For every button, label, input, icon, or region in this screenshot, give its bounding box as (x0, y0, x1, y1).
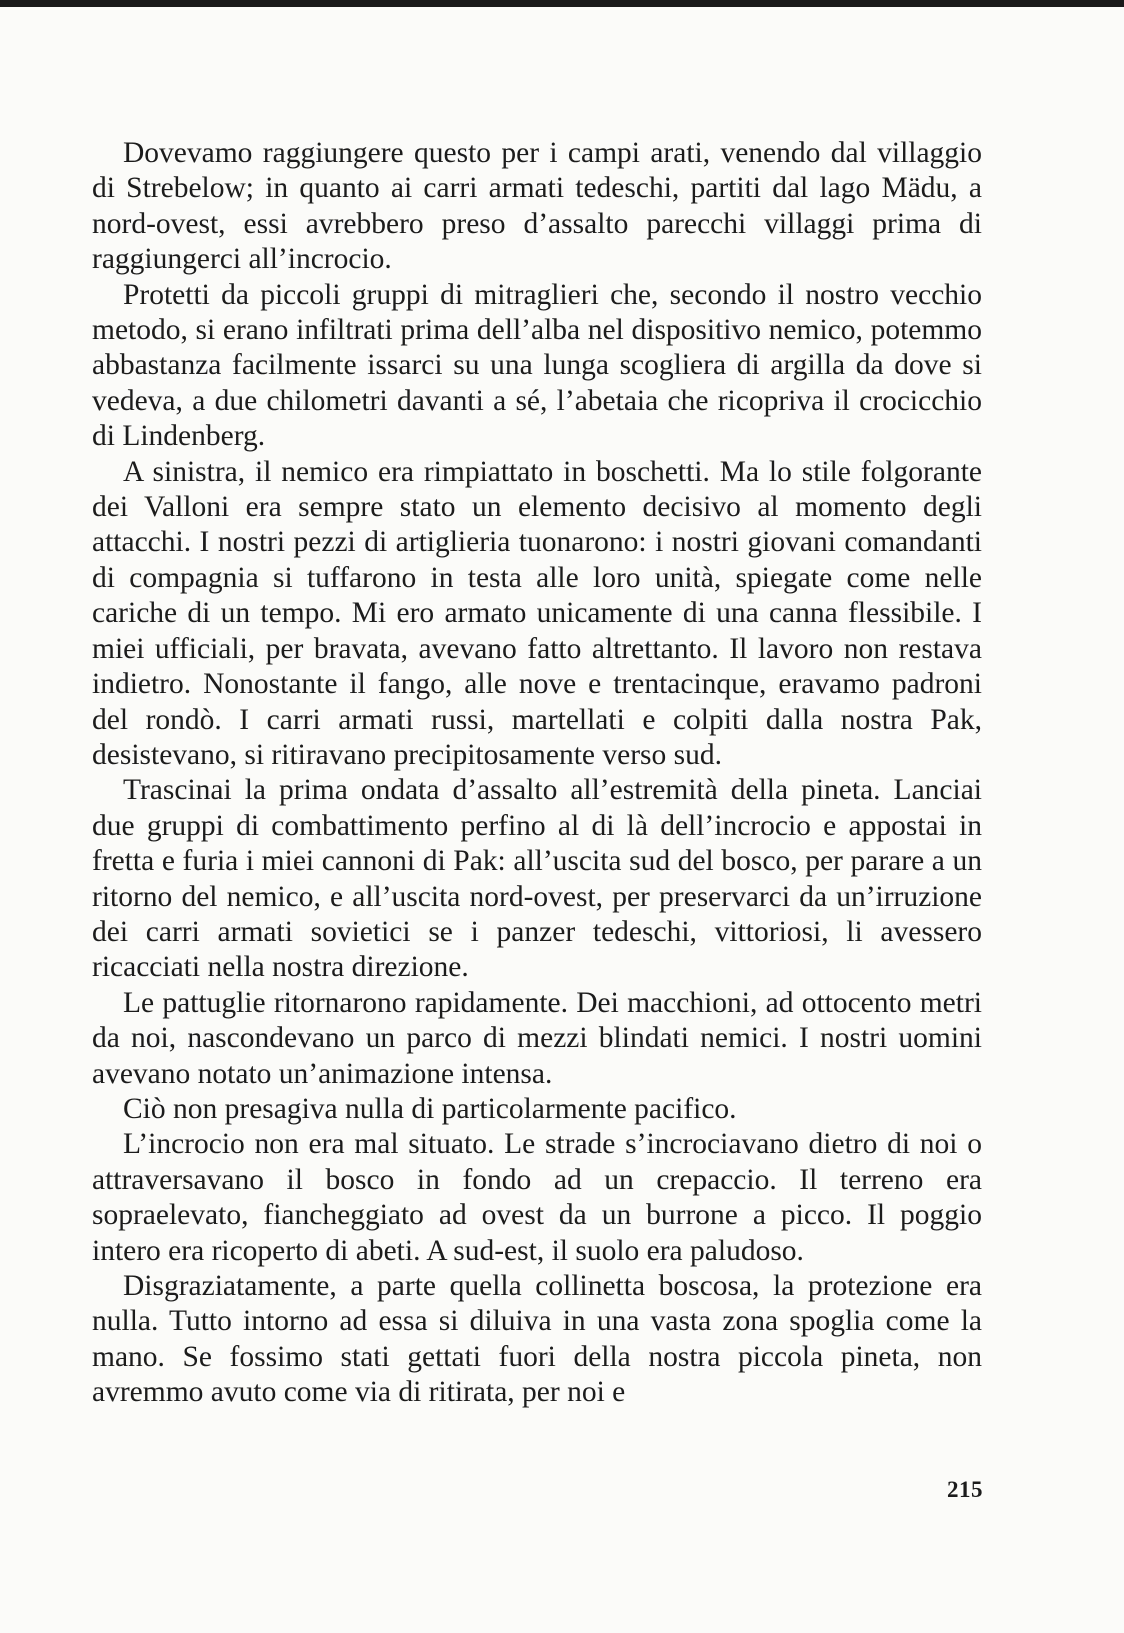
paragraph-1: Dovevamo raggiungere questo per i campi arati, venendo dal villaggio di Strebelow; in quanto ai carri armati tedeschi, partiti dal lago Mädu, a nord-ovest, essi avrebbero preso d’assalto parecchi villaggi prima di raggiungerci all’incrocio. (92, 137, 982, 276)
page-number: 215 (947, 1477, 983, 1502)
page-body-text (92, 136, 982, 1411)
top-edge-rule (0, 0, 1124, 7)
paragraph-7: L’incrocio non era mal situato. Le strade s’incrociavano dietro di noi o attraversavano il bosco in fondo ad un crepaccio. Il terreno era sopraelevato, fiancheggiato ad ovest da un burrone a picco. Il poggio intero era ricoperto di abeti. A sud-est, il suolo era paludoso. (92, 1128, 982, 1267)
paragraph-4: Trascinai la prima ondata d’assalto all’estremità della pineta. Lanciai due gruppi di combattimento perfino al di là dell’incrocio e appostai in fretta e furia i miei cannoni di Pak: all’uscita sud del bosco, per parare a un ritorno del nemico, e all’uscita nord-ovest, per preservarci da un’irruzione dei carri armati sovietici se i panzer tedeschi, vittoriosi, li avessero ricacciati nella nostra direzione. (92, 774, 982, 984)
paragraph-3: A sinistra, il nemico era rimpiattato in boschetti. Ma lo stile folgorante dei Valloni era sempre stato un elemento decisivo al momento degli attacchi. I nostri pezzi di artiglieria tuonarono: i nostri giovani comandanti di compagnia si tuffarono in testa alle loro unità, spiegate come nelle cariche di un tempo. Mi ero armato unicamente di una canna flessibile. I miei ufficiali, per bravata, avevano fatto altrettanto. Il lavoro non restava indietro. Nonostante il fango, alle nove e trentacinque, eravamo padroni del rondò. I carri armati russi, martellati e colpiti dalla nostra Pak, desistevano, si ritiravano precipitosamente verso sud. (92, 455, 982, 771)
paragraph-6: Ciò non presagiva nulla di particolarmente pacifico. (123, 1092, 737, 1125)
paragraph-2: Protetti da piccoli gruppi di mitraglieri che, secondo il nostro vecchio metodo, si erano infiltrati prima dell’alba nel dispositivo nemico, potemmo abbastanza facilmente issarci su una lunga scogliera di argilla da dove si vedeva, a due chilometri davanti a sé, l’abetaia che ricopriva il crocicchio di Lindenberg. (92, 278, 982, 453)
paragraph-5: Le pattuglie ritornarono rapidamente. Dei macchioni, ad ottocento metri da noi, nascondevano un parco di mezzi blindati nemici. I nostri uomini avevano notato un’animazione intensa. (92, 986, 982, 1090)
paragraph-8: Disgraziatamente, a parte quella collinetta boscosa, la protezione era nulla. Tutto intorno ad essa si diluiva in una vasta zona spoglia come la mano. Se fossimo stati gettati fuori della nostra piccola pineta, non avremmo avuto come via di ritirata, per noi e (92, 1270, 982, 1409)
